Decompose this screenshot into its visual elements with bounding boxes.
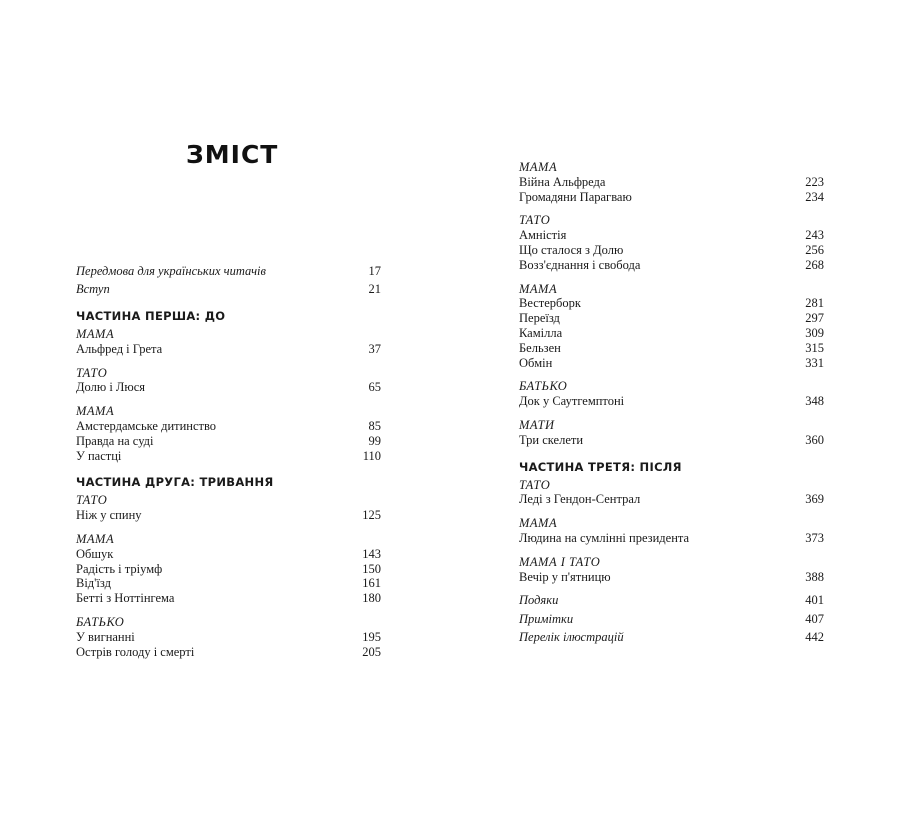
entry-page: 223 — [805, 174, 824, 189]
entry-title: Бетті з Ноттінгема — [76, 591, 175, 606]
entry-title: Амстердамське дитинство — [76, 419, 217, 434]
toc-entry[interactable] — [76, 419, 381, 434]
entry-title: Док у Саутгемптоні — [519, 394, 625, 409]
toc-entry[interactable] — [519, 296, 824, 311]
entry-page: 161 — [362, 576, 381, 591]
group-label: МАМА — [519, 281, 558, 296]
entry-title: Переїзд — [519, 311, 560, 326]
toc-entry[interactable] — [519, 492, 824, 507]
entry-title: Три скелети — [519, 432, 584, 447]
entry-title: Обмін — [519, 355, 553, 370]
entry-title: Ніж у спину — [76, 508, 142, 523]
part-heading-3: ЧАСТИНА ТРЕТЯ: ПІСЛЯ — [519, 459, 682, 474]
toc-entry[interactable] — [519, 394, 824, 409]
toc-right-column — [519, 160, 824, 645]
entry-title: Що сталося з Долю — [519, 242, 624, 257]
entry-page: 442 — [805, 629, 824, 644]
entry-title: Обшук — [76, 546, 114, 561]
group-label: МАТИ — [519, 417, 555, 432]
group-label: БАТЬКО — [76, 615, 125, 630]
entry-page: 180 — [362, 591, 381, 606]
entry-page: 360 — [805, 432, 824, 447]
entry-page: 369 — [805, 492, 824, 507]
group-label: МАМА — [519, 516, 558, 531]
entry-title: Вступ — [76, 282, 110, 297]
entry-page: 268 — [805, 257, 824, 272]
entry-page: 348 — [805, 394, 824, 409]
entry-page: 21 — [368, 282, 381, 297]
toc-entry[interactable] — [76, 449, 381, 464]
toc-entry[interactable] — [519, 311, 824, 326]
entry-page: 125 — [362, 508, 381, 523]
toc-entry[interactable] — [76, 630, 381, 645]
entry-page: 388 — [805, 569, 824, 584]
toc-entry[interactable] — [519, 258, 824, 273]
entry-page: 331 — [805, 355, 824, 370]
toc-entry[interactable] — [76, 508, 381, 523]
entry-title: Альфред і Грета — [76, 341, 163, 356]
entry-title: Передмова для українських читачів — [76, 264, 266, 278]
entry-page: 373 — [805, 530, 824, 545]
toc-entry[interactable] — [76, 547, 381, 562]
entry-title: Людина на сумлінні президента — [519, 530, 690, 545]
entry-title: Подяки — [519, 593, 559, 608]
entry-title: Леді з Гендон-Сентрал — [519, 492, 641, 507]
group-label: МАМА — [519, 160, 558, 174]
group-label: ТАТО — [519, 477, 551, 492]
entry-title: Бельзен — [519, 340, 561, 355]
entry-title: Амністія — [519, 228, 567, 243]
toc-entry[interactable] — [76, 342, 381, 357]
group-label: МАМА І ТАТО — [519, 554, 601, 569]
toc-entry[interactable] — [519, 175, 824, 190]
group-label: ТАТО — [519, 213, 551, 228]
entry-title: Правда на суді — [76, 433, 154, 448]
group-label: МАМА — [76, 327, 115, 342]
toc-entry-intro[interactable] — [76, 282, 381, 297]
entry-page: 205 — [362, 644, 381, 659]
entry-page: 110 — [362, 448, 381, 463]
toc-entry-acknowledgements[interactable] — [519, 593, 824, 608]
entry-page: 65 — [368, 380, 381, 395]
toc-entry-foreword[interactable] — [76, 264, 381, 279]
toc-entry[interactable] — [76, 645, 381, 660]
entry-page: 243 — [805, 228, 824, 243]
toc-entry[interactable] — [519, 243, 824, 258]
entry-page: 99 — [368, 433, 381, 448]
entry-title: Від'їзд — [76, 576, 111, 591]
group-label: БАТЬКО — [519, 379, 568, 394]
entry-page: 256 — [805, 242, 824, 257]
entry-page: 297 — [805, 311, 824, 326]
group-label: МАМА — [76, 404, 115, 419]
group-label: ТАТО — [76, 493, 108, 508]
entry-page: 407 — [805, 611, 824, 626]
entry-title: Війна Альфреда — [519, 174, 606, 189]
toc-entry[interactable] — [76, 562, 381, 577]
entry-title: Вечір у п'ятницю — [519, 569, 611, 584]
group-label: ТАТО — [76, 365, 108, 380]
entry-page: 17 — [368, 264, 381, 278]
part-heading-2: ЧАСТИНА ДРУГА: ТРИВАННЯ — [76, 475, 274, 490]
entry-title: Долю і Люся — [76, 380, 146, 395]
entry-page: 309 — [805, 325, 824, 340]
entry-title: Острів голоду і смерті — [76, 644, 195, 659]
group-label: МАМА — [76, 532, 115, 547]
entry-title: Перелік ілюстрацій — [519, 629, 624, 644]
entry-page: 281 — [805, 296, 824, 311]
toc-entry-illustrations[interactable] — [519, 630, 824, 645]
entry-title: Камілла — [519, 325, 563, 340]
part-heading-1: ЧАСТИНА ПЕРША: ДО — [76, 309, 226, 324]
entry-page: 150 — [362, 561, 381, 576]
entry-page: 315 — [805, 340, 824, 355]
toc-entry[interactable] — [519, 433, 824, 448]
toc-entry-notes[interactable] — [519, 612, 824, 627]
toc-entry[interactable] — [519, 341, 824, 356]
toc-entry[interactable] — [519, 326, 824, 341]
toc-entry[interactable] — [519, 570, 824, 585]
entry-title: Вестерборк — [519, 296, 581, 311]
toc-entry[interactable] — [76, 591, 381, 606]
entry-title: У вигнанні — [76, 629, 135, 644]
entry-page: 85 — [368, 419, 381, 434]
toc-entry[interactable] — [519, 190, 824, 205]
entry-page: 37 — [368, 341, 381, 356]
toc-entry[interactable] — [519, 531, 824, 546]
entry-page: 143 — [362, 546, 381, 561]
entry-title: Примітки — [519, 611, 574, 626]
toc-entry[interactable] — [76, 380, 381, 395]
entry-page: 195 — [362, 629, 381, 644]
toc-entry[interactable] — [519, 356, 824, 371]
entry-page: 401 — [805, 593, 824, 608]
toc-entry[interactable] — [519, 228, 824, 243]
entry-title: Радість і тріумф — [76, 561, 163, 576]
toc-left-column — [76, 264, 381, 659]
entry-title: У пастці — [76, 448, 122, 463]
page-title: ЗМІСТ — [186, 140, 279, 169]
toc-entry[interactable] — [76, 434, 381, 449]
entry-title: Возз'єднання і свобода — [519, 257, 641, 272]
entry-title: Громадяни Парагваю — [519, 189, 632, 204]
entry-page: 234 — [805, 189, 824, 204]
toc-entry[interactable] — [76, 576, 381, 591]
